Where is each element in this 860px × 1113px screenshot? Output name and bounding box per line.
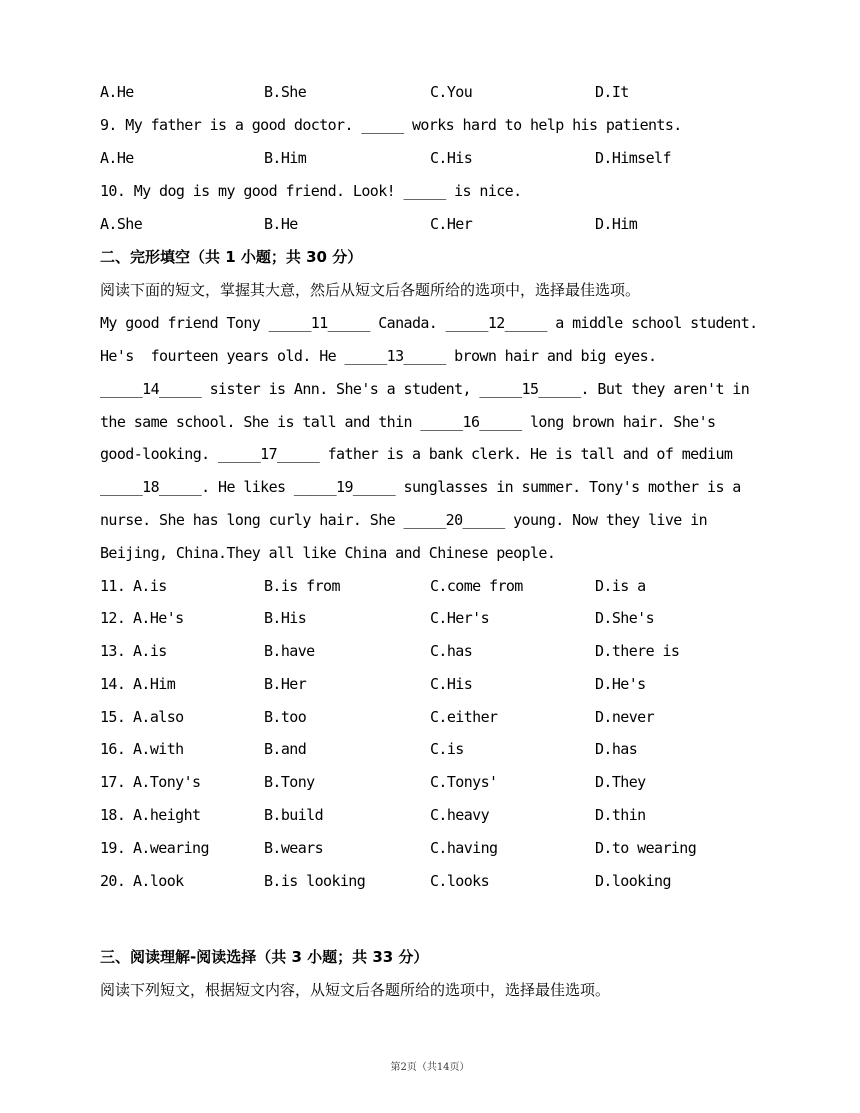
question-number: 11.: [100, 577, 126, 595]
option-a[interactable]: A.is: [133, 577, 167, 595]
passage-line: Beijing, China.They all like China and Chinese people.: [100, 544, 556, 562]
q10-option-c[interactable]: C.Her: [430, 215, 473, 233]
section2-instruction: 阅读下面的短文，掌握其大意，然后从短文后各题所给的选项中，选择最佳选项。: [100, 281, 641, 299]
option-b[interactable]: B.Tony: [264, 773, 315, 791]
q10-option-b[interactable]: B.He: [264, 215, 298, 233]
passage-line: _____18_____. He likes _____19_____ sunglasses in summer. Tony's mother is a: [100, 478, 741, 496]
option-d[interactable]: D.never: [595, 708, 655, 726]
option-d[interactable]: D.has: [595, 740, 638, 758]
question-number: 20.: [100, 872, 126, 890]
option-a[interactable]: A.Tony's: [133, 773, 201, 791]
option-a[interactable]: A.with: [133, 740, 184, 758]
q9-option-c[interactable]: C.His: [430, 149, 473, 167]
option-a[interactable]: A.height: [133, 806, 201, 824]
option-d[interactable]: D.to wearing: [595, 839, 697, 857]
q9-stem: 9. My father is a good doctor. _____ works hard to help his patients.: [100, 116, 682, 134]
option-c[interactable]: C.is: [430, 740, 464, 758]
q9-option-d[interactable]: D.Himself: [595, 149, 671, 167]
option-a[interactable]: A.He's: [133, 609, 184, 627]
section3-instruction: 阅读下列短文，根据短文内容，从短文后各题所给的选项中，选择最佳选项。: [100, 981, 611, 999]
q10-option-a[interactable]: A.She: [100, 215, 143, 233]
q8-option-d[interactable]: D.It: [595, 83, 629, 101]
q9-option-a[interactable]: A.He: [100, 149, 134, 167]
option-c[interactable]: C.having: [430, 839, 498, 857]
option-c[interactable]: C.heavy: [430, 806, 490, 824]
option-c[interactable]: C.has: [430, 642, 473, 660]
option-b[interactable]: B.His: [264, 609, 307, 627]
question-number: 19.: [100, 839, 126, 857]
option-d[interactable]: D.thin: [595, 806, 646, 824]
question-number: 17.: [100, 773, 126, 791]
option-b[interactable]: B.Her: [264, 675, 307, 693]
option-a[interactable]: A.also: [133, 708, 184, 726]
q8-option-c[interactable]: C.You: [430, 83, 473, 101]
option-a[interactable]: A.wearing: [133, 839, 209, 857]
option-a[interactable]: A.look: [133, 872, 184, 890]
q9-option-b[interactable]: B.Him: [264, 149, 307, 167]
q10-stem: 10. My dog is my good friend. Look! _____ is nice.: [100, 182, 522, 200]
question-number: 15.: [100, 708, 126, 726]
option-d[interactable]: D.looking: [595, 872, 671, 890]
question-number: 18.: [100, 806, 126, 824]
option-c[interactable]: C.Tonys': [430, 773, 498, 791]
option-c[interactable]: C.come from: [430, 577, 523, 595]
option-b[interactable]: B.wears: [264, 839, 324, 857]
option-b[interactable]: B.and: [264, 740, 307, 758]
section2-heading: 二、完形填空（共 1 小题；共 30 分）: [100, 248, 363, 266]
option-c[interactable]: C.His: [430, 675, 473, 693]
option-d[interactable]: D.is a: [595, 577, 646, 595]
question-number: 16.: [100, 740, 126, 758]
page-footer: 第2页（共14页）: [390, 1062, 470, 1073]
q8-option-a[interactable]: A.He: [100, 83, 134, 101]
option-d[interactable]: D.She's: [595, 609, 655, 627]
option-c[interactable]: C.either: [430, 708, 498, 726]
option-b[interactable]: B.build: [264, 806, 324, 824]
question-number: 13.: [100, 642, 126, 660]
option-b[interactable]: B.is looking: [264, 872, 366, 890]
question-number: 14.: [100, 675, 126, 693]
passage-line: nurse. She has long curly hair. She _____20_____ young. Now they live in: [100, 511, 708, 529]
option-d[interactable]: D.They: [595, 773, 646, 791]
option-b[interactable]: B.is from: [264, 577, 340, 595]
passage-line: good-looking. _____17_____ father is a bank clerk. He is tall and of medium: [100, 445, 733, 463]
passage-line: He's fourteen years old. He _____13_____ brown hair and big eyes.: [100, 347, 657, 365]
passage-line: _____14_____ sister is Ann. She's a student, _____15_____. But they aren't in: [100, 380, 750, 398]
q10-option-d[interactable]: D.Him: [595, 215, 638, 233]
option-b[interactable]: B.too: [264, 708, 307, 726]
passage-line: My good friend Tony _____11_____ Canada. _____12_____ a middle school student.: [100, 314, 758, 332]
section3-heading: 三、阅读理解-阅读选择（共 3 小题；共 33 分）: [100, 948, 429, 966]
q8-option-b[interactable]: B.She: [264, 83, 307, 101]
option-c[interactable]: C.looks: [430, 872, 490, 890]
option-a[interactable]: A.is: [133, 642, 167, 660]
option-d[interactable]: D.He's: [595, 675, 646, 693]
passage-line: the same school. She is tall and thin _____16_____ long brown hair. She's: [100, 413, 716, 431]
question-number: 12.: [100, 609, 126, 627]
option-b[interactable]: B.have: [264, 642, 315, 660]
option-c[interactable]: C.Her's: [430, 609, 490, 627]
option-d[interactable]: D.there is: [595, 642, 680, 660]
option-a[interactable]: A.Him: [133, 675, 176, 693]
